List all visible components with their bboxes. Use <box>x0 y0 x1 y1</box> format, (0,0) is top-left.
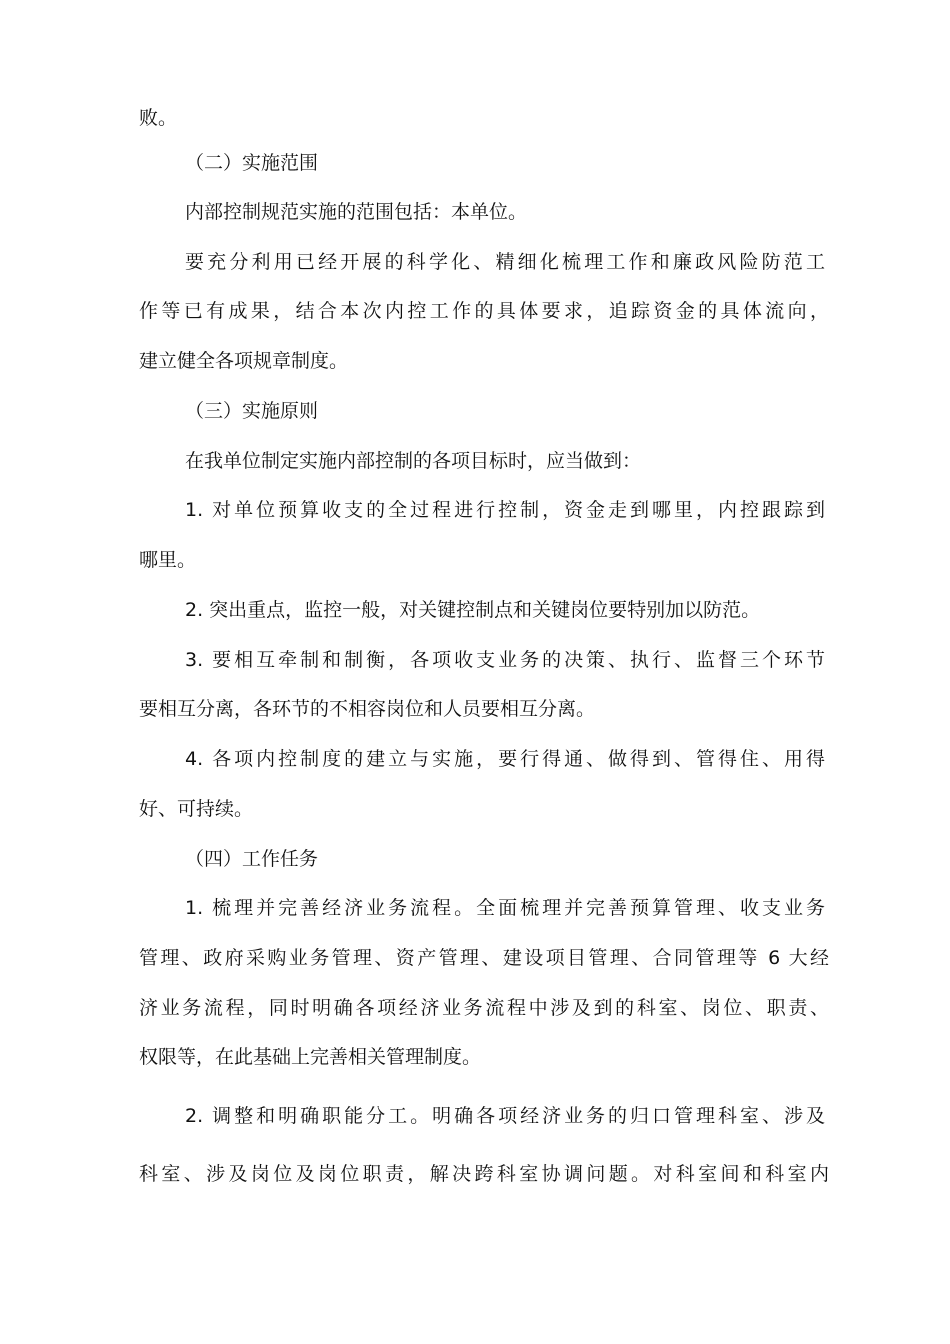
text-line-15: 好、可持续。 <box>139 798 254 820</box>
text-line-1: 败。 <box>139 107 178 129</box>
text-line-4: 要充分利用已经开展的科学化、精细化梳理工作和廉政风险防范工 <box>185 251 825 273</box>
list-item-2: 2. 突出重点，监控一般，对关键控制点和关键岗位要特别加以防范。 <box>185 599 761 621</box>
task-item-2: 2. 调整和明确职能分工。明确各项经济业务的归口管理科室、涉及 <box>185 1105 825 1127</box>
text-line-10: 哪里。 <box>139 549 197 571</box>
list-item-4: 4. 各项内控制度的建立与实施，要行得通、做得到、管得住、用得 <box>185 748 825 770</box>
section-heading-tasks: （四）工作任务 <box>185 848 319 870</box>
text-line-13: 要相互分离，各环节的不相容岗位和人员要相互分离。 <box>139 698 596 720</box>
text-line-3: 内部控制规范实施的范围包括：本单位。 <box>185 201 528 223</box>
section-heading-scope: （二）实施范围 <box>185 152 319 174</box>
section-heading-principles: （三）实施原则 <box>185 400 319 422</box>
text-line-6: 建立健全各项规章制度。 <box>139 350 349 372</box>
text-line-19: 济业务流程，同时明确各项经济业务流程中涉及到的科室、岗位、职责、 <box>139 997 829 1019</box>
text-line-5: 作等已有成果，结合本次内控工作的具体要求，追踪资金的具体流向， <box>139 300 829 322</box>
list-item-3: 3. 要相互牵制和制衡，各项收支业务的决策、执行、监督三个环节 <box>185 649 825 671</box>
text-line-22: 科室、涉及岗位及岗位职责，解决跨科室协调问题。对科室间和科室内 <box>139 1163 829 1185</box>
text-line-18: 管理、政府采购业务管理、资产管理、建设项目管理、合同管理等 6 大经 <box>139 947 829 969</box>
list-item-1: 1. 对单位预算收支的全过程进行控制，资金走到哪里，内控跟踪到 <box>185 499 825 521</box>
text-line-20: 权限等，在此基础上完善相关管理制度。 <box>139 1046 482 1068</box>
task-item-1: 1. 梳理并完善经济业务流程。全面梳理并完善预算管理、收支业务 <box>185 897 825 919</box>
text-line-8: 在我单位制定实施内部控制的各项目标时，应当做到： <box>185 450 642 472</box>
